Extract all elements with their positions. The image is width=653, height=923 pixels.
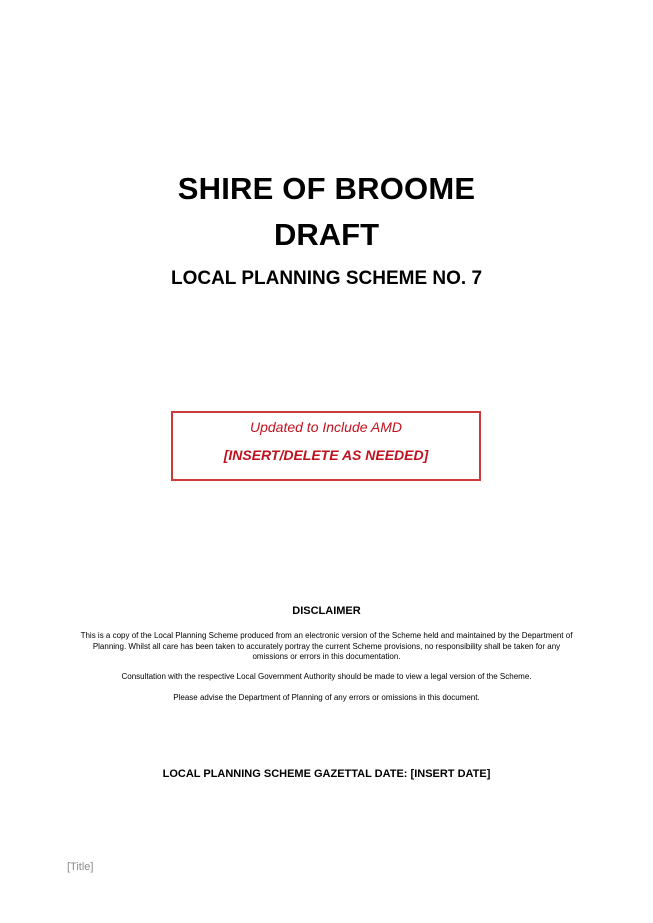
disclaimer-paragraph-2: Consultation with the respective Local Government Authority should be made to view a legal version of the Scheme. [121,672,532,681]
disclaimer-paragraph-1: This is a copy of the Local Planning Scheme produced from an electronic version of the Scheme held and maintained by the Department of Planning. Whilst all care has been taken to accurately portray the current Scheme provisions, no responsibility shall be taken for any omissions or errors in this documentation. [80,631,573,661]
amendment-notice-box [171,411,481,481]
disclaimer-heading: DISCLAIMER [292,605,361,617]
document-title-line-2: DRAFT [273,217,380,252]
document-title-line-1: SHIRE OF BROOME [177,171,476,206]
disclaimer-paragraph-3: Please advise the Department of Planning of any errors or omissions in this document. [173,693,480,702]
amendment-notice-line-2: [INSERT/DELETE AS NEEDED] [223,447,429,463]
amendment-notice-line-1: Updated to Include AMD [249,419,402,435]
document-subtitle: LOCAL PLANNING SCHEME NO. 7 [170,268,483,289]
gazettal-date-line: LOCAL PLANNING SCHEME GAZETTAL DATE: [INSERT DATE] [162,768,491,780]
footer-title-placeholder: [Title] [67,861,94,873]
